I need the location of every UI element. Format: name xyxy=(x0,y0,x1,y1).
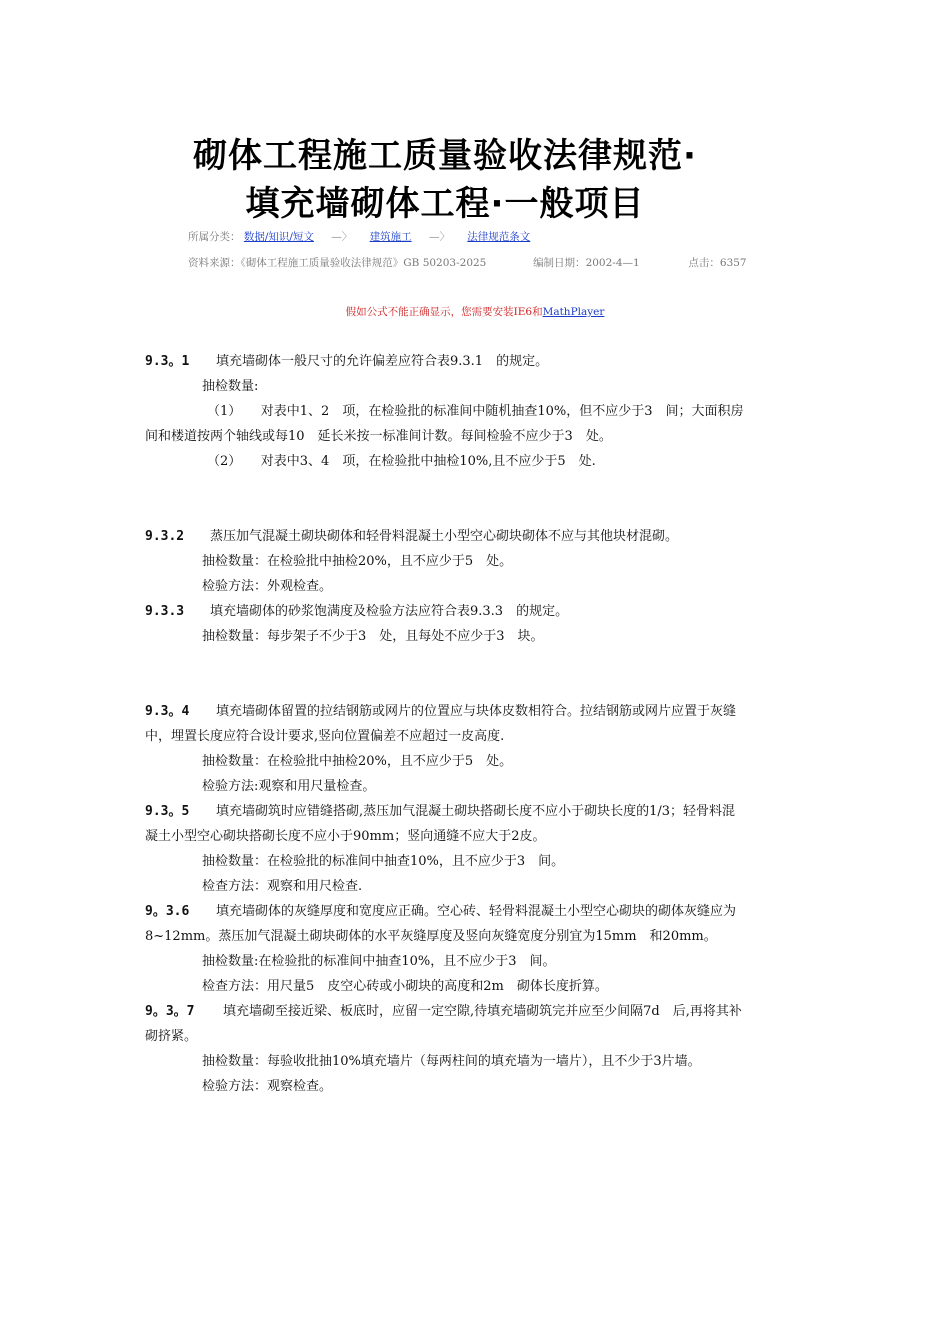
clause-text-a: 填充墙砌体留置的拉结钢筋或网片的位置应与块体皮数相符合。拉结钢筋或网片应置于灰缝 xyxy=(216,704,737,719)
source-label: 资料来源： xyxy=(188,257,241,269)
clause-text-b: 凝土小型空心砌块搭砌长度不应小于90mm；竖向通缝不应大于2皮。 xyxy=(145,829,546,844)
clause-number: 9.3。5 xyxy=(145,804,190,819)
notice-text: 假如公式不能正确显示，您需要安装IE6和 xyxy=(345,306,543,318)
clause-number: 9.3.2 xyxy=(145,529,185,544)
clause-9-3-2 xyxy=(145,524,805,549)
clicks-label: 点击： xyxy=(688,257,720,269)
sampling-line: 抽检数量:在检验批的标准间中抽查10%，且不应少于3 间。 xyxy=(202,954,556,969)
clause-9-3-7 xyxy=(145,999,805,1024)
clause-number: 9.3。4 xyxy=(145,704,190,719)
method-line: 检查方法：观察和用尺检查. xyxy=(202,879,363,894)
sampling-item-1b: 间和楼道按两个轴线或每10 延长米按一标准间计数。每间检验不应少于3 处。 xyxy=(145,429,612,444)
clause-9-3-5 xyxy=(145,799,805,824)
clause-number: 9.3。1 xyxy=(145,354,190,369)
document-body xyxy=(145,349,805,1099)
category-label: 所属分类： xyxy=(188,231,241,243)
clause-text-b: 8~12mm。蒸压加气混凝土砌块砌体的水平灰缝厚度及竖向灰缝宽度分别宜为15mm 和20mm。 xyxy=(145,929,717,944)
clause-9-3-1 xyxy=(145,349,805,374)
category-link-regulations[interactable]: 法律规范条文 xyxy=(467,231,531,243)
date-value: 2002-4—1 xyxy=(585,257,640,269)
arrow-icon: —〉 xyxy=(331,231,353,243)
category-link-construction[interactable]: 建筑施工 xyxy=(369,231,412,243)
method-line: 检查方法：用尺量5 皮空心砖或小砌块的高度和2m 砌体长度折算。 xyxy=(202,979,608,994)
sampling-line: 抽检数量：在检验批中抽检20%，且不应少于5 处。 xyxy=(202,554,513,569)
sampling-line: 抽检数量：每验收批抽10%填充墙片（每两柱间的填充墙为一墙片），且不少于3片墙。 xyxy=(202,1054,701,1069)
sampling-label: 抽检数量: xyxy=(202,379,259,394)
clause-text-b: 中，埋置长度应符合设计要求,竖向位置偏差不应超过一皮高度. xyxy=(145,729,505,744)
clause-number: 9。3.6 xyxy=(145,904,190,919)
arrow-icon: —〉 xyxy=(428,231,450,243)
clause-text-a: 填充墙砌至接近梁、板底时，应留一定空隙,待填充墙砌筑完并应至少间隔7d 后,再将其补 xyxy=(223,1004,742,1019)
clause-text-b: 砌挤紧。 xyxy=(145,1029,198,1044)
category-bar xyxy=(188,229,530,244)
method-line: 检验方法:观察和用尺量检查。 xyxy=(202,779,376,794)
sampling-line: 抽检数量：在检验批的标准间中抽查10%，且不应少于3 间。 xyxy=(202,854,565,869)
method-line: 检验方法：观察检查。 xyxy=(202,1079,333,1094)
clause-text-a: 填充墙砌体的灰缝厚度和宽度应正确。空心砖、轻骨料混凝土小型空心砌块的砌体灰缝应为 xyxy=(216,904,737,919)
date-label: 编制日期： xyxy=(533,257,586,269)
formula-notice xyxy=(0,304,950,319)
clause-number: 9。3。7 xyxy=(145,1004,195,1019)
category-link-data[interactable]: 数据/知识/短文 xyxy=(243,231,314,243)
clause-text: 填充墙砌体的砂浆饱满度及检验方法应符合表9.3.3 的规定。 xyxy=(210,604,569,619)
clicks-value: 6357 xyxy=(719,257,747,269)
sampling-line: 抽检数量：每步架子不少于3 处，且每处不应少于3 块。 xyxy=(202,629,544,644)
sampling-line: 抽检数量：在检验批中抽检20%，且不应少于5 处。 xyxy=(202,754,513,769)
clause-9-3-4 xyxy=(145,699,805,724)
clause-text: 填充墙砌体一般尺寸的允许偏差应符合表9.3.1 的规定。 xyxy=(216,354,549,369)
source-value: 《砌体工程施工质量验收法律规范》GB 50203-2025 xyxy=(240,257,487,269)
page-title-line2: 填充墙砌体工程·一般项目 xyxy=(245,184,645,224)
clause-text-a: 填充墙砌筑时应错缝搭砌,蒸压加气混凝土砌块搭砌长度不应小于砌块长度的1/3；轻骨料混 xyxy=(216,804,736,819)
page-title-line1: 砌体工程施工质量验收法律规范· xyxy=(193,136,697,176)
clause-text: 蒸压加气混凝土砌块砌体和轻骨料混凝土小型空心砌块砌体不应与其他块材混砌。 xyxy=(210,529,679,544)
method-line: 检验方法：外观检查。 xyxy=(202,579,333,594)
source-bar xyxy=(188,255,747,270)
clause-number: 9.3.3 xyxy=(145,604,185,619)
sampling-item-1a: （1） 对表中1、2 项，在检验批的标准间中随机抽查10%，但不应少于3 间；大面积房 xyxy=(207,404,744,419)
sampling-item-2: （2） 对表中3、4 项，在检验批中抽检10%,且不应少于5 处. xyxy=(207,454,596,469)
clause-9-3-6 xyxy=(145,899,805,924)
mathplayer-link[interactable]: MathPlayer xyxy=(542,306,605,318)
clause-9-3-3 xyxy=(145,599,805,624)
